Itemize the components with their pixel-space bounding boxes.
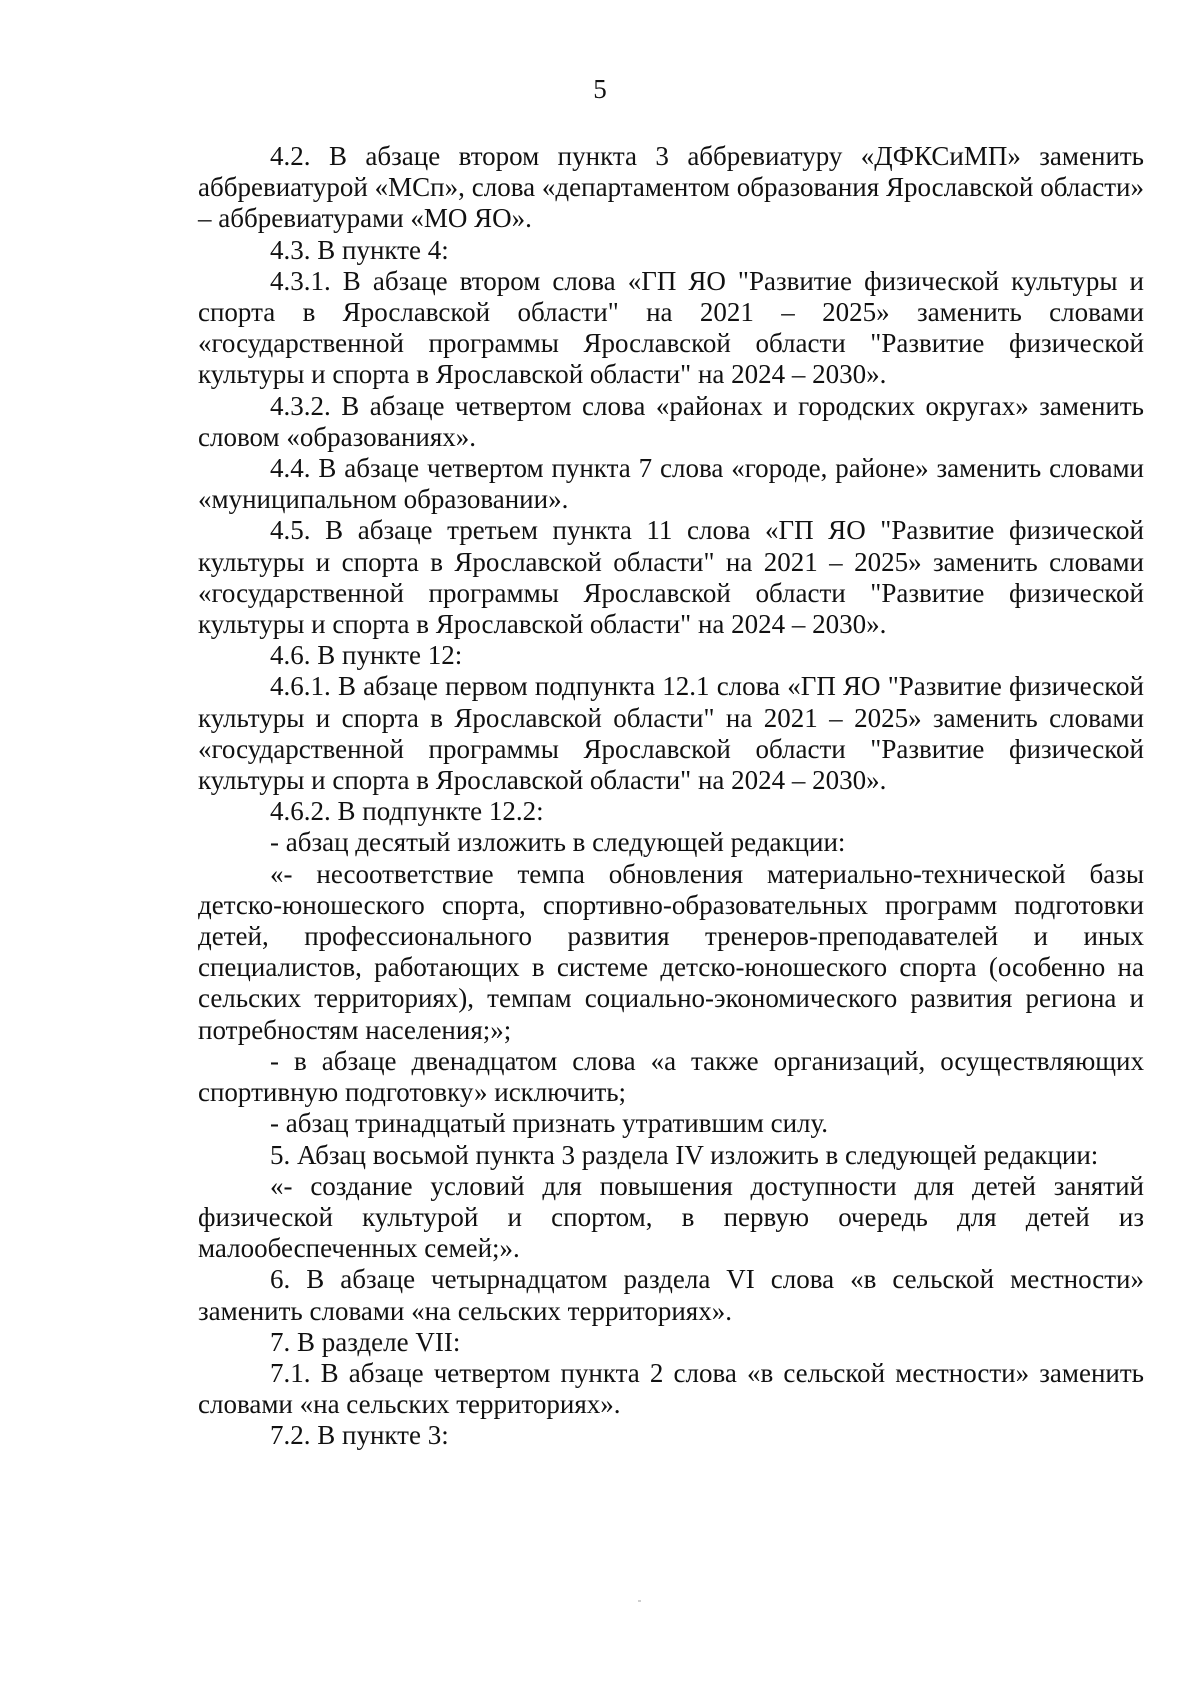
paragraph-4-3-2: 4.3.2. В абзаце четвертом слова «районах и городских округах» заменить словом «образованиях».: [198, 390, 1144, 452]
paragraph-4-6-2: 4.6.2. В подпункте 12.2:: [270, 796, 544, 827]
paragraph-4-6-1: 4.6.1. В абзаце первом подпункта 12.1 слова «ГП ЯО "Развитие физической культуры и спорта в Ярославской области" на 2021 – 2025» заменить словами «государственной программы Ярославской области "Развитие физической культуры и спорта в Ярославской области" на 2024 – 2030».: [198, 671, 1144, 796]
paragraph-abzac-10-text: «- несоответствие темпа обновления материально-технической базы детско-юношеского спорта, спортивно-образовательных программ подготовки детей, профессионального развития тренеров-преподавателей и иных специалистов, работающих в системе детско-юношеского спорта (особенно на сельских территориях), темпам социально-экономического развития региона и потребностям населения;»;: [198, 858, 1144, 1045]
paragraph-4-2: 4.2. В абзаце втором пункта 3 аббревиатуру «ДФКСиМП» заменить аббревиатурой «МСп», слова «департаментом образования Ярославской области» – аббревиатурами «МО ЯО».: [198, 141, 1144, 234]
document-body: [198, 141, 1144, 1452]
paragraph-4-6: 4.6. В пункте 12:: [270, 640, 463, 671]
paragraph-7-1: 7.1. В абзаце четвертом пункта 2 слова «в сельской местности» заменить словами «на сельских территориях».: [198, 1357, 1144, 1420]
paragraph-4-3-1: 4.3.1. В абзаце втором слова «ГП ЯО "Развитие физической культуры и спорта в Ярославской области" на 2021 – 2025» заменить словами «государственной программы Ярославской области "Развитие физической культуры и спорта в Ярославской области" на 2024 – 2030».: [198, 265, 1144, 390]
paragraph-7-2: 7.2. В пункте 3:: [270, 1420, 449, 1451]
paragraph-6: 6. В абзаце четырнадцатом раздела VI слова «в сельской местности» заменить словами «на сельских территориях».: [198, 1264, 1144, 1326]
page-number: 5: [593, 74, 607, 104]
scan-speck: [638, 1600, 641, 1602]
paragraph-abzac-10-instruction: - абзац десятый изложить в следующей редакции:: [270, 827, 846, 858]
paragraph-4-5: 4.5. В абзаце третьем пункта 11 слова «ГП ЯО "Развитие физической культуры и спорта в Ярославской области" на 2021 – 2025» заменить словами «государственной программы Ярославской области "Развитие физической культуры и спорта в Ярославской области" на 2024 – 2030».: [198, 515, 1144, 640]
paragraph-5-text: «- создание условий для повышения доступности для детей занятий физической культурой и спортом, в первую очередь для детей из малообеспеченных семей;».: [198, 1170, 1144, 1264]
paragraph-4-4: 4.4. В абзаце четвертом пункта 7 слова «городе, районе» заменить словами «муниципальном образовании».: [198, 453, 1144, 515]
paragraph-4-3: 4.3. В пункте 4:: [270, 234, 449, 265]
paragraph-abzac-12: - в абзаце двенадцатом слова «а также организаций, осуществляющих спортивную подготовку» исключить;: [198, 1045, 1144, 1108]
paragraph-7: 7. В разделе VII:: [270, 1326, 461, 1357]
paragraph-abzac-13: - абзац тринадцатый признать утратившим силу.: [270, 1108, 829, 1139]
paragraph-5: 5. Абзац восьмой пункта 3 раздела IV изложить в следующей редакции:: [270, 1139, 1099, 1170]
